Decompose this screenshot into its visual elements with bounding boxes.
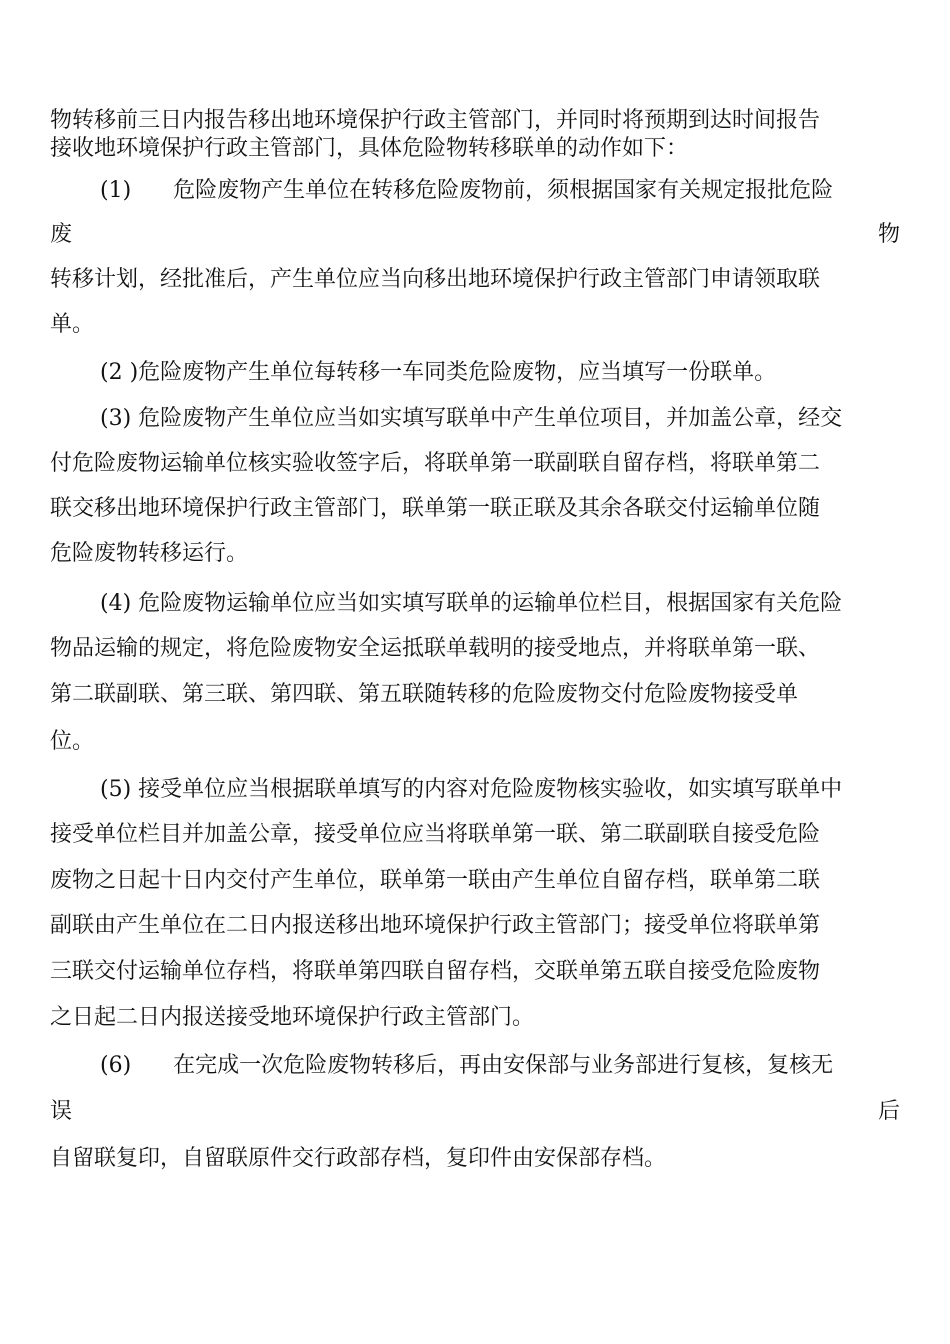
line-text: 之日起二日内报送接受地环境保护行政主管部门。 — [50, 1005, 535, 1030]
line-text: (5) 接受单位应当根据联单填写的内容对危险废物核实验收，如实填写联单中 — [100, 777, 843, 802]
paragraph-line — [50, 1097, 900, 1127]
line-text: 三联交付运输单位存档，将联单第四联自留存档，交联单第五联自接受危险废物 — [50, 959, 821, 984]
line-text: (3) 危险废物产生单位应当如实填写联单中产生单位项目，并加盖公章，经交 — [100, 406, 843, 431]
paragraph-line — [50, 449, 900, 479]
paragraph-line — [50, 494, 900, 524]
paragraph-line — [50, 727, 900, 757]
line-text: 在完成一次危险废物转移后，再由安保部与业务部进行复核，复核无 — [173, 1053, 834, 1078]
paragraph-line — [50, 1144, 900, 1174]
line-text: 接收地环境保护行政主管部门，具体危险物转移联单的动作如下： — [50, 136, 689, 161]
line-text: 第二联副联、第三联、第四联、第五联随转移的危险废物交付危险废物接受单 — [50, 682, 799, 707]
list-item-6-line — [100, 1051, 900, 1081]
line-text: 付危险废物运输单位核实验收签字后，将联单第一联副联自留存档，将联单第二 — [50, 451, 821, 476]
list-item-5-line — [100, 775, 900, 805]
list-item-2-line — [100, 358, 900, 388]
line-text: (4) 危险废物运输单位应当如实填写联单的运输单位栏目，根据国家有关危险 — [100, 591, 843, 616]
line-text: 位。 — [50, 729, 95, 754]
line-text: 副联由产生单位在二日内报送移出地环境保护行政主管部门；接受单位将联单第 — [50, 913, 821, 938]
paragraph-line — [50, 634, 900, 664]
line-text: 接受单位栏目并加盖公章，接受单位应当将联单第一联、第二联副联自接受危险 — [50, 822, 821, 847]
paragraph-line — [50, 957, 900, 987]
line-text-left: 废 — [50, 222, 73, 247]
paragraph-line — [50, 134, 900, 164]
line-text: (2 )危险废物产生单位每转移一车同类危险废物，应当填写一份联单。 — [100, 360, 777, 385]
paragraph-line — [50, 866, 900, 896]
line-text: 物转移前三日内报告移出地环境保护行政主管部门，并同时将预期到达时间报告 — [50, 108, 821, 133]
list-item-1-line — [100, 176, 900, 206]
line-text-right: 物 — [877, 222, 900, 247]
line-text: 物品运输的规定，将危险废物安全运抵联单载明的接受地点，并将联单第一联、 — [50, 636, 821, 661]
list-item-3-line — [100, 404, 900, 434]
paragraph-line — [50, 310, 900, 340]
paragraph-line — [50, 539, 900, 569]
line-text-left: 误 — [50, 1099, 73, 1124]
paragraph-line — [50, 265, 900, 295]
line-text: 转移计划，经批准后，产生单位应当向移出地环境保护行政主管部门申请领取联 — [50, 267, 821, 292]
paragraph-line — [50, 680, 900, 710]
line-text: 联交移出地环境保护行政主管部门，联单第一联正联及其余各联交付运输单位随 — [50, 496, 821, 521]
list-number: (6) — [100, 1053, 132, 1078]
paragraph-line — [50, 911, 900, 941]
paragraph-line — [50, 220, 900, 250]
paragraph-line — [50, 820, 900, 850]
line-text: 自留联复印，自留联原件交行政部存档，复印件由安保部存档。 — [50, 1146, 667, 1171]
paragraph-line — [50, 1003, 900, 1033]
line-text: 单。 — [50, 312, 95, 337]
line-text: 危险废物产生单位在转移危险废物前，须根据国家有关规定报批危险 — [173, 178, 834, 203]
line-text: 危险废物转移运行。 — [50, 541, 249, 566]
list-number: (1) — [100, 178, 132, 203]
paragraph-line — [50, 106, 900, 136]
list-item-4-line — [100, 589, 900, 619]
line-text: 废物之日起十日内交付产生单位，联单第一联由产生单位自留存档，联单第二联 — [50, 868, 821, 893]
line-text-right: 后 — [877, 1099, 900, 1124]
